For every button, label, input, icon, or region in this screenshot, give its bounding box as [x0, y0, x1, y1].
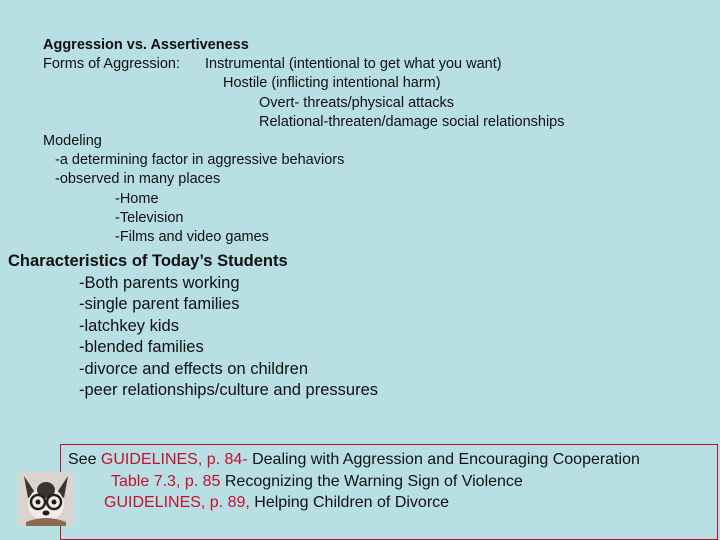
characteristic-item: -peer relationships/culture and pressures [79, 381, 378, 399]
characteristic-item: -latchkey kids [79, 317, 179, 335]
reference-line-1 [68, 449, 640, 471]
hostile-text: Hostile (inflicting intentional harm) [223, 75, 441, 91]
characteristic-item: -blended families [79, 338, 204, 356]
forms-label: Forms of Aggression: [43, 56, 180, 72]
relational-text: Relational-threaten/damage social relationships [259, 114, 565, 130]
modeling-item: -a determining factor in aggressive behaviors [55, 152, 345, 168]
characteristic-item: -divorce and effects on children [79, 360, 308, 378]
reference-prefix: See [68, 451, 101, 468]
characteristic-item: -single parent families [79, 295, 240, 313]
dog-with-glasses-icon [18, 472, 74, 526]
reference-link-guidelines-89[interactable]: GUIDELINES, p. 89, [104, 494, 250, 511]
reference-text: Recognizing the Warning Sign of Violence [220, 473, 523, 490]
reference-text: Helping Children of Divorce [249, 494, 450, 511]
reference-link-guidelines-84[interactable]: GUIDELINES, p. 84- [100, 451, 248, 468]
references-box [60, 444, 718, 540]
reference-line-3 [104, 492, 449, 514]
reference-line-2 [111, 471, 523, 493]
characteristic-item: -Both parents working [79, 274, 240, 292]
place-item: -Home [115, 191, 159, 207]
section-title-characteristics: Characteristics of Today’s Students [8, 252, 288, 270]
overt-text: Overt- threats/physical attacks [259, 95, 455, 111]
instrumental-text: Instrumental (intentional to get what you want) [205, 56, 502, 72]
modeling-item: -observed in many places [55, 171, 221, 187]
place-item: -Films and video games [115, 229, 269, 245]
section-title-aggression: Aggression vs. Assertiveness [43, 37, 249, 53]
reference-link-table-7-3[interactable]: Table 7.3, p. 85 [111, 473, 221, 490]
place-item: -Television [115, 210, 184, 226]
modeling-label: Modeling [43, 133, 102, 149]
reference-text: Dealing with Aggression and Encouraging Cooperation [247, 451, 640, 468]
